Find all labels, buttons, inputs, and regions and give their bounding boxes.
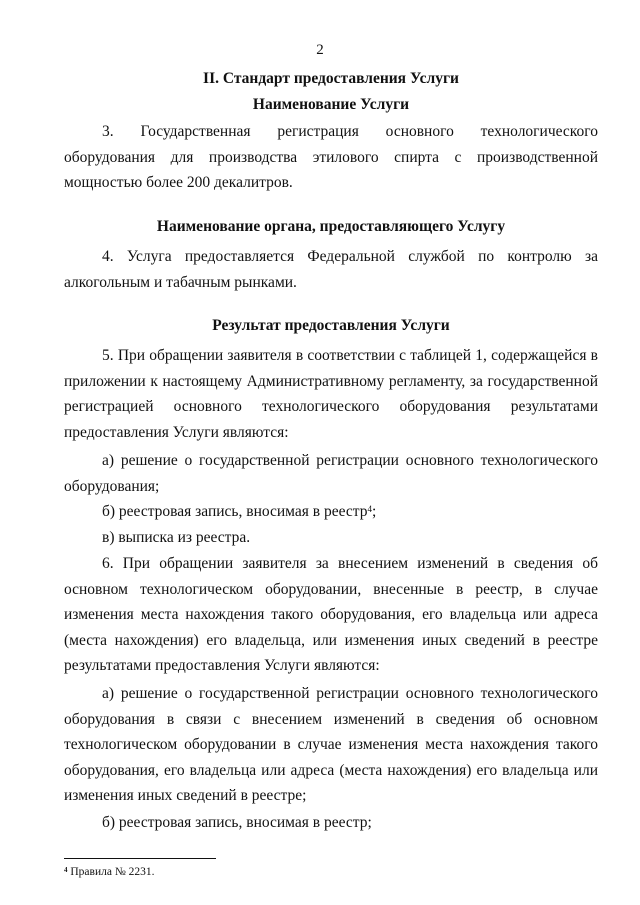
- item-6a: а) решение о государственной регистрации основного технологического оборудования в связи с внесением изменений в сведения об основном технологическом оборудовании в случае изменения места нахождения такого оборудования, его владельца или адреса (места нахождения) его владельца или изменения иных сведений в реестре;: [64, 685, 598, 805]
- item-6b: б) реестровая запись, вносимая в реестр;: [102, 814, 372, 831]
- item-6a-block: [64, 681, 598, 809]
- paragraph-6-block: [64, 551, 598, 679]
- footnote-mark: 4: [64, 866, 68, 874]
- subsection-result: [64, 317, 598, 335]
- subsection-organ-heading: Наименование органа, предоставляющего Услугу: [156, 218, 506, 235]
- footnote-text: Правила № 2231.: [67, 866, 155, 878]
- footnote: [64, 866, 155, 878]
- item-5c-block: [64, 525, 598, 551]
- item-5b: [64, 499, 598, 525]
- item-5b-text: б) реестровая запись, вносимая в реестр: [102, 503, 368, 520]
- section-title-block: [64, 70, 598, 88]
- paragraph-4-block: [64, 244, 598, 295]
- item-5a: а) решение о государственной регистрации основного технологического оборудования;: [64, 452, 598, 495]
- subsection-result-heading: Результат предоставления Услуги: [212, 317, 450, 334]
- subsection-name-heading: Наименование Услуги: [252, 96, 410, 113]
- item-5b-block: [64, 499, 598, 525]
- page-number: 2: [316, 42, 324, 58]
- item-5c: в) выписка из реестра.: [102, 529, 251, 546]
- item-5b-end: ;: [371, 503, 377, 520]
- footnote-reference: 4: [367, 504, 372, 514]
- subsection-organ: [64, 218, 598, 236]
- item-6b-block: [64, 810, 598, 836]
- paragraph-4: 4. Услуга предоставляется Федеральной службой по контролю за алкогольным и табачным рынками.: [64, 248, 598, 291]
- paragraph-5: 5. При обращении заявителя в соответствии с таблицей 1, содержащейся в приложении к настоящему Административному регламенту, за государственной регистрацией основного технологического оборудования результатами предоставления Услуги являются:: [64, 347, 598, 441]
- paragraph-3: 3. Государственная регистрация основного технологического оборудования для производства этилового спирта с производственной мощностью более 200 декалитров.: [64, 123, 598, 192]
- paragraph-3-block: [64, 119, 598, 196]
- paragraph-5-block: [64, 343, 598, 445]
- footnote-divider: [64, 858, 216, 859]
- paragraph-6: 6. При обращении заявителя за внесением изменений в сведения об основном технологическом оборудовании, внесенные в реестр, в случае изменения места нахождения такого оборудования, его владельца или адреса (места нахождения) его владельца, или изменения иных сведений в реестре результатами предоставления Услуги являются:: [64, 555, 598, 675]
- subsection-name: [64, 96, 598, 114]
- section-title: II. Стандарт предоставления Услуги: [203, 70, 459, 87]
- item-5a-block: [64, 448, 598, 499]
